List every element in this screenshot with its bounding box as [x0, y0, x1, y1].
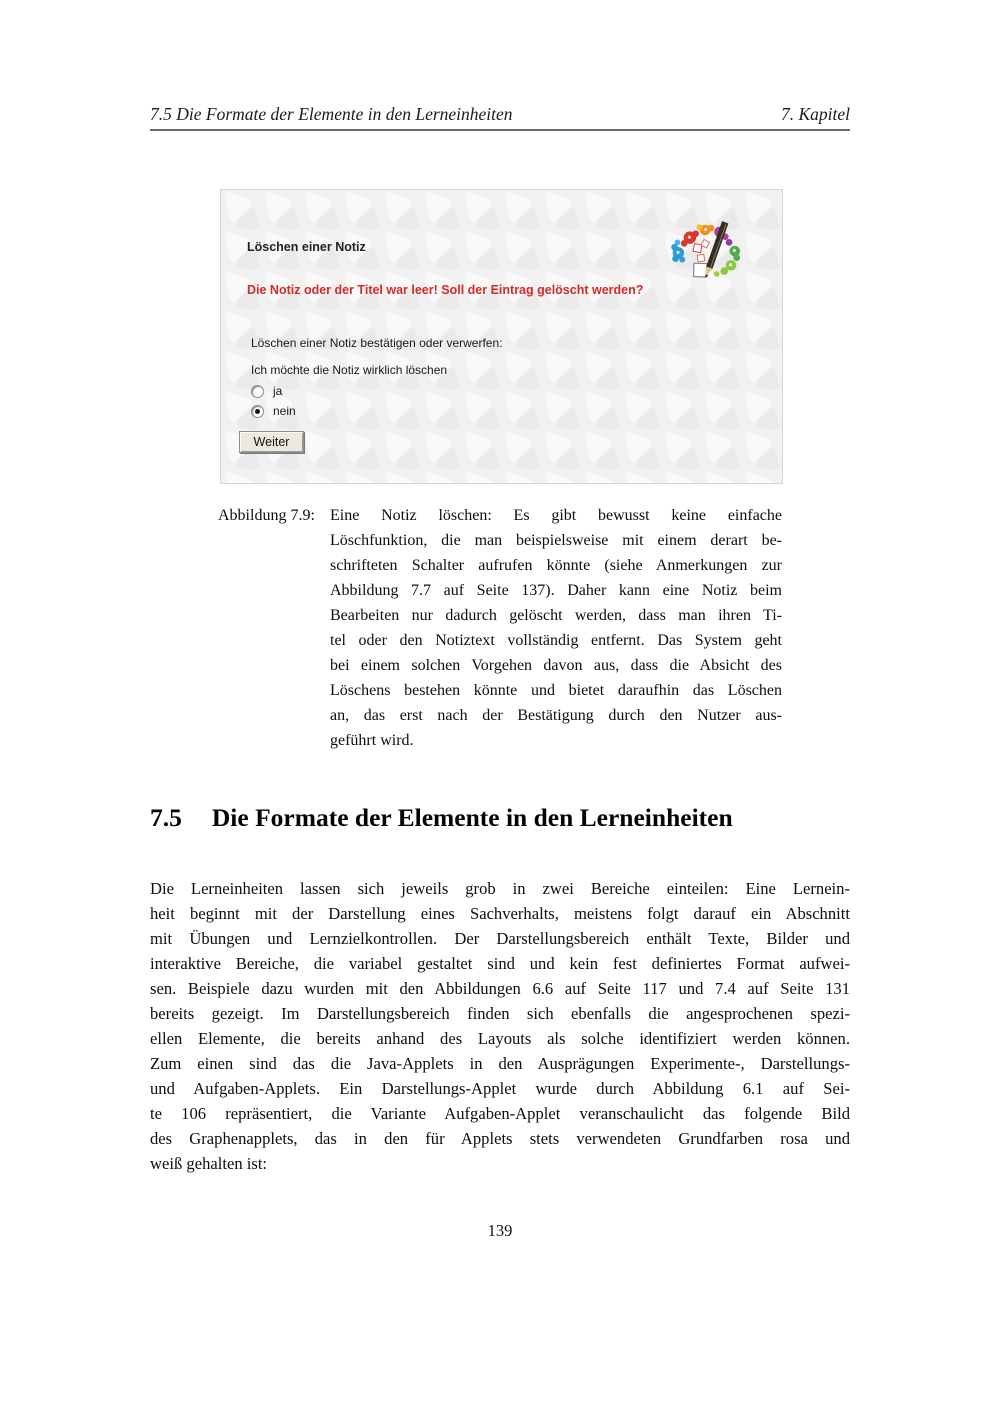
body-line: mit Übungen und Lernzielkontrollen. Der Darstellungsbereich enthält Texte, Bilder und: [150, 929, 850, 948]
body-line: Die Lerneinheiten lassen sich jeweils grob in zwei Bereiche einteilen: Eine Lernein-: [150, 879, 850, 898]
caption-line: bei einem solchen Vorgehen davon aus, dass die Absicht des: [330, 657, 782, 674]
caption-label: Abbildung 7.9:: [218, 507, 315, 524]
caption-line: Löschens bestehen könnte und bietet daraufhin das Löschen: [330, 682, 782, 699]
radio-button-icon[interactable]: [251, 385, 264, 398]
body-line: te 106 repräsentiert, die Variante Aufgaben-Applet veranschaulicht das folgende Bild: [150, 1104, 850, 1123]
body-line: des Graphenapplets, das in den für Applets stets verwendeten Grundfarben rosa und: [150, 1129, 850, 1148]
caption-line: schrifteten Schalter aufrufen könnte (siehe Anmerkungen zur: [330, 557, 782, 574]
figure-caption: [218, 503, 782, 753]
weiter-button[interactable]: Weiter: [239, 431, 304, 453]
confirm-prompt-text: Löschen einer Notiz bestätigen oder verwerfen:: [251, 336, 503, 350]
header-rule: [150, 129, 850, 131]
dialog-title: Löschen einer Notiz: [247, 240, 366, 254]
running-header-left: 7.5 Die Formate der Elemente in den Lerneinheiten: [150, 104, 513, 124]
dialog-screenshot: [220, 189, 783, 484]
body-line: weiß gehalten ist:: [150, 1154, 268, 1173]
page-number: 139: [487, 1221, 513, 1240]
body-line: und Aufgaben-Applets. Ein Darstellungs-Applet wurde durch Abbildung 6.1 auf Sei-: [150, 1079, 850, 1098]
delete-question-text: Ich möchte die Notiz wirklich löschen: [251, 363, 448, 377]
body-line: interaktive Bereiche, die variabel gestaltet sind und kein fest definiertes Format aufwei-: [150, 954, 850, 973]
body-line: heit beginnt mit der Darstellung eines Sachverhalts, meistens folgt darauf ein Abschnitt: [150, 904, 850, 923]
running-header: [150, 104, 850, 125]
caption-line: an, das erst nach der Bestätigung durch den Nutzer aus-: [330, 707, 782, 724]
body-line: ellen Elemente, die bereits anhand des Layouts als solche identifiziert werden können.: [150, 1029, 850, 1048]
body-paragraph: [150, 876, 850, 1176]
warning-text: Die Notiz oder der Titel war leer! Soll der Eintrag gelöscht werden?: [247, 283, 644, 297]
caption-line: Eine Notiz löschen: Es gibt bewusst keine einfache: [330, 507, 782, 524]
caption-line: Abbildung 7.7 auf Seite 137). Daher kann eine Notiz beim: [330, 582, 782, 599]
app-logo-icon: [666, 219, 752, 283]
body-line: sen. Beispiele dazu wurden mit den Abbildungen 6.6 auf Seite 117 und 7.4 auf Seite 131: [150, 979, 850, 998]
caption-line: geführt wird.: [330, 732, 414, 749]
running-header-right: 7. Kapitel: [780, 104, 850, 124]
section-heading: [150, 803, 850, 833]
radio-button-selected-icon[interactable]: [251, 405, 264, 418]
caption-line: Löschfunktion, die man beispielsweise mit einem derart be-: [330, 532, 782, 549]
body-line: Zum einen sind das die Java-Applets in den Ausprägungen Experimente-, Darstellungs-: [150, 1054, 850, 1073]
section-number: 7.5: [150, 803, 182, 832]
body-line: bereits gezeigt. Im Darstellungsbereich finden sich ebenfalls die angesprochenen spezi-: [150, 1004, 850, 1023]
radio-label-ja: ja: [273, 384, 283, 398]
radio-option-nein[interactable]: [251, 404, 296, 418]
caption-text: [330, 503, 782, 753]
caption-line: Bearbeiten nur dadurch gelöscht werden, dass man ihren Ti-: [330, 607, 782, 624]
section-title: Die Formate der Elemente in den Lerneinheiten: [211, 803, 733, 832]
caption-line: tel oder den Notiztext vollständig entfernt. Das System geht: [330, 632, 782, 649]
radio-option-ja[interactable]: [251, 384, 282, 398]
radio-label-nein: nein: [273, 404, 296, 418]
